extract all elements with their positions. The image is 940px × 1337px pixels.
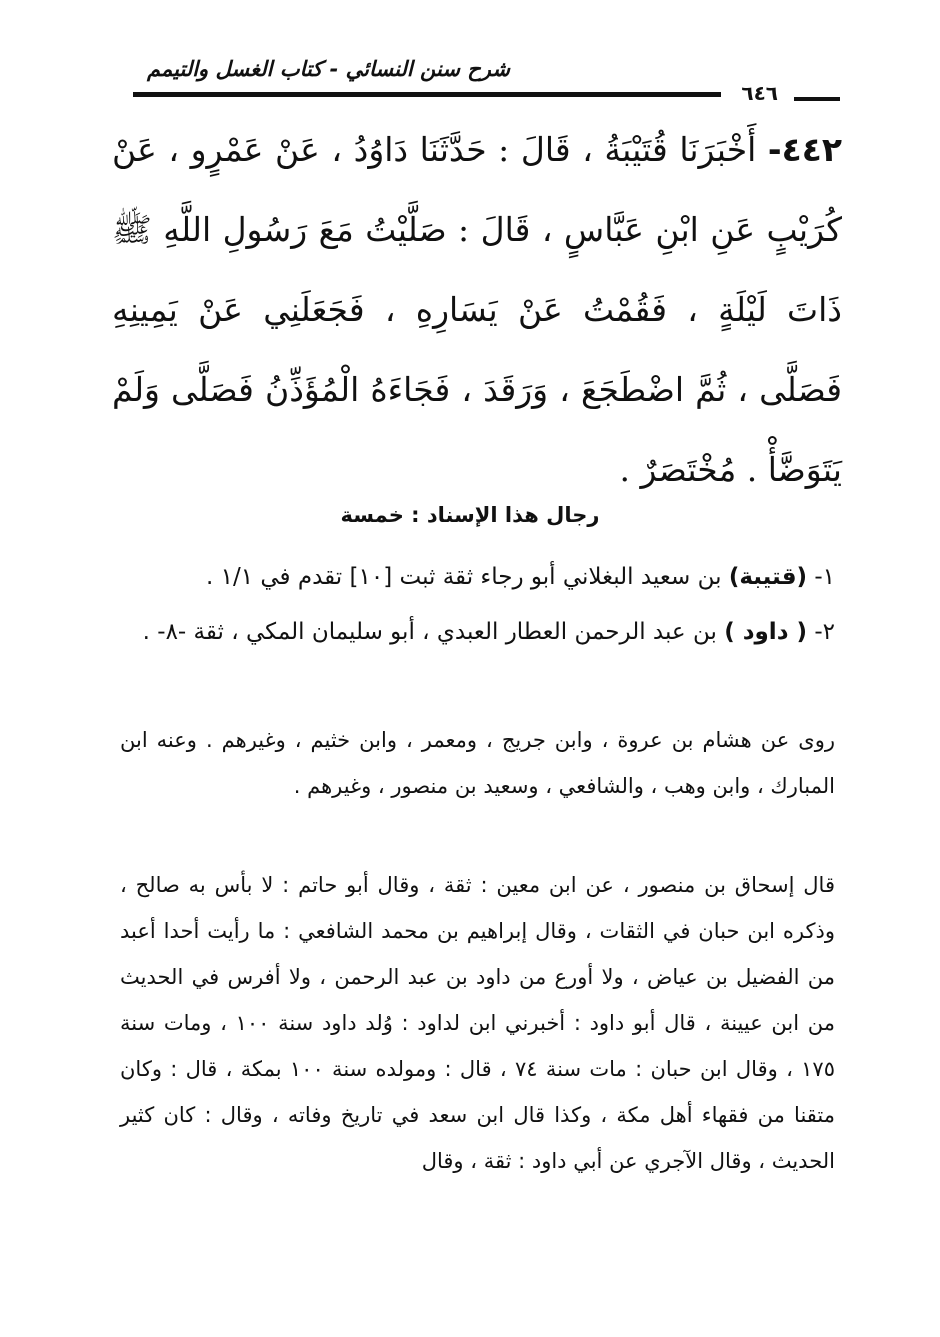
page-header bbox=[125, 55, 840, 105]
commentary-paragraph: قال إسحاق بن منصور ، عن ابن معين : ثقة ، وقال أبو حاتم : لا بأس به صالح ، وذكره ابن حبان في الثقات ، وقال إبراهيم بن محمد الشافعي : ما رأيت أحدا أعبد من الفضيل بن عياض ، ولا أورع من داود بن عبد الرحمن ، ولا أفرس في الحديث من ابن عيينة ، قال أبو داود : أخبرني ابن لداود : وُلد داود سنة ١٠٠ ، ومات سنة ١٧٥ ، وقال ابن حبان : مات سنة ٧٤ ، قال : ومولده سنة ١٠٠ بمكة ، قال : وكان متقنا من فقهاء أهل مكة ، وكذا قال ابن سعد في تاريخ وفاته ، وقال : كان كثير الحديث ، وقال الآجري عن أبي داود : ثقة ، وقال bbox=[120, 873, 835, 1173]
hadith-text-block bbox=[112, 110, 842, 510]
narrator-description: بن سعيد البغلاني أبو رجاء ثقة ثبت [١٠] تقدم في ١/١ . bbox=[205, 564, 722, 590]
narrator-name: (قتيبة) bbox=[728, 564, 808, 590]
page-number-dash bbox=[794, 97, 840, 101]
hadith-number: ٤٤٢- bbox=[767, 130, 842, 169]
narrator-name: ( داود ) bbox=[724, 619, 808, 645]
narrator-entry bbox=[125, 606, 835, 659]
running-title: شرح سنن النسائي - كتاب الغسل والتيمم bbox=[147, 57, 510, 81]
section-title: رجال هذا الإسناد : خمسة bbox=[340, 503, 600, 527]
commentary-paragraph: روى عن هشام بن عروة ، وابن جريج ، ومعمر ، وابن خثيم ، وغيرهم . وعنه ابن المبارك ، وابن وهب ، والشافعي ، وسعيد بن منصور ، وغيرهم . bbox=[120, 728, 835, 798]
narrator-description: بن عبد الرحمن العطار العبدي ، أبو سليمان المكي ، ثقة -٨- . bbox=[142, 619, 717, 645]
narrator-entry bbox=[125, 551, 835, 604]
hadith-text: أَخْبَرَنَا قُتَيْبَةُ ، قَالَ : حَدَّثَنَا دَاوُدُ ، عَنْ عَمْرٍو ، عَنْ كُرَيْبٍ عَنِ ابْنِ عَبَّاسٍ ، قَالَ : صَلَّيْتُ مَعَ رَسُولِ اللَّهِ ﷺ ذَاتَ لَيْلَةٍ ، فَقُمْتُ عَنْ يَسَارِهِ ، فَجَعَلَنِي عَنْ يَمِينِهِ فَصَلَّى ، ثُمَّ اضْطَجَعَ ، وَرَقَدَ ، فَجَاءَهُ الْمُؤَذِّنُ فَصَلَّى وَلَمْ يَتَوَضَّأْ . مُخْتَصَرٌ . bbox=[112, 130, 842, 489]
page-number: ٦٤٦ bbox=[741, 81, 778, 105]
narrator-number: ١- bbox=[814, 564, 835, 590]
narrator-number: ٢- bbox=[814, 619, 835, 645]
header-rule bbox=[133, 92, 721, 97]
